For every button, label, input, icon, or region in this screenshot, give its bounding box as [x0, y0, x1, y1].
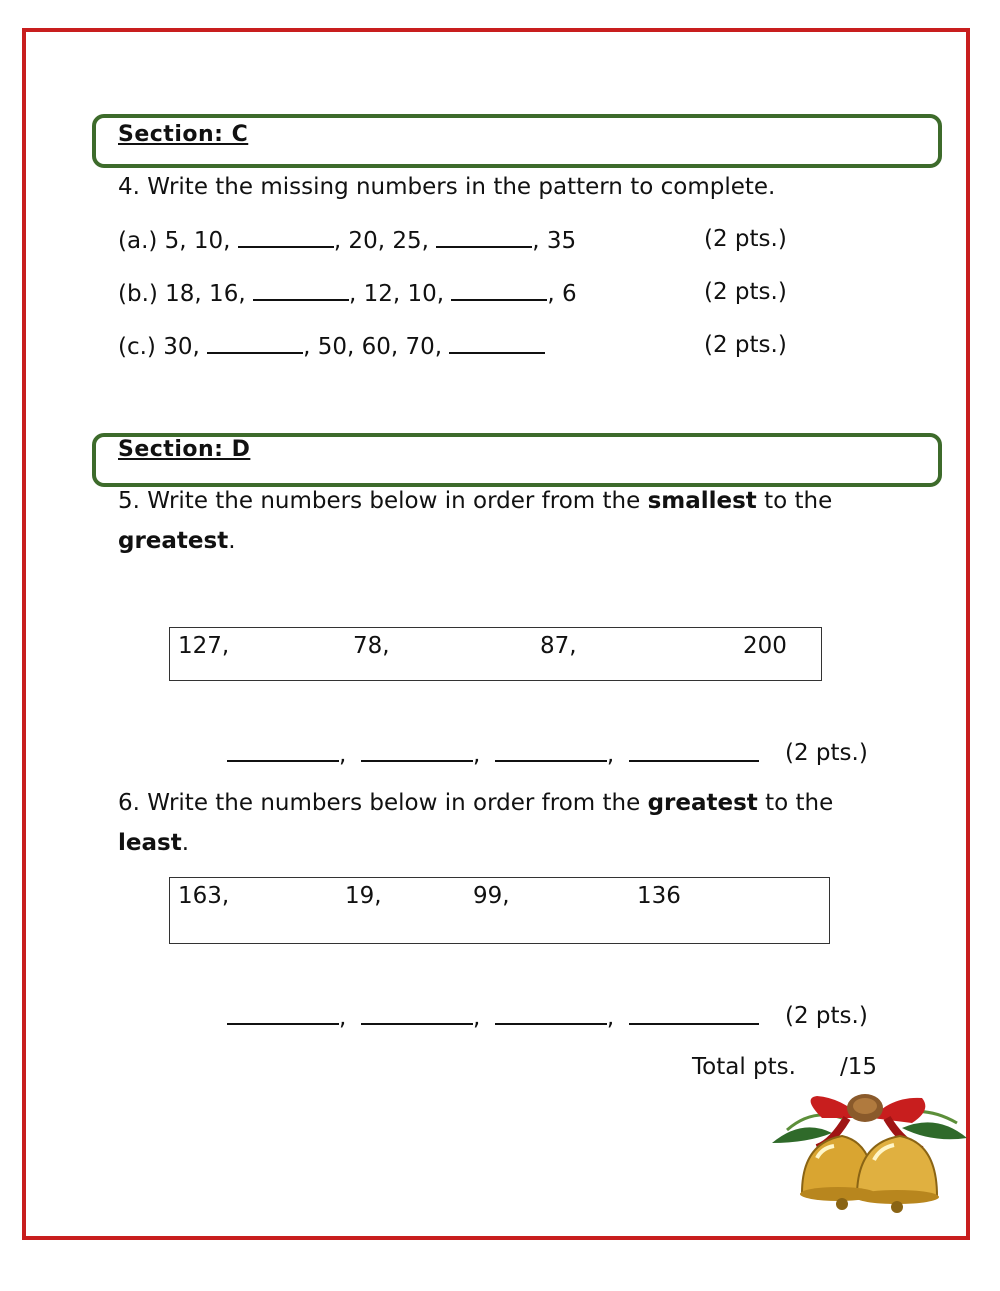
christmas-bells-icon	[762, 1088, 972, 1218]
separator: ,	[472, 1005, 481, 1031]
q6-number: 136	[637, 883, 681, 909]
pattern-c-mid: , 50, 60, 70,	[303, 334, 450, 360]
question-4: 4. Write the missing numbers in the pattern to complete.	[118, 174, 776, 200]
answer-blank[interactable]	[495, 1003, 607, 1025]
q5-period: .	[228, 528, 236, 554]
answer-blank[interactable]	[451, 279, 547, 301]
answer-blank[interactable]	[629, 740, 759, 762]
q6-keyword-greatest: greatest	[647, 790, 758, 816]
q5-text: 5. Write the numbers below in order from the	[118, 488, 648, 514]
q5-text-to: to the	[756, 488, 833, 514]
question-5-line2	[118, 528, 236, 554]
answer-blank[interactable]	[361, 1003, 473, 1025]
pattern-c-start: (c.) 30,	[118, 334, 208, 360]
pattern-b-end: , 6	[547, 281, 577, 307]
q5-number: 87,	[540, 633, 577, 659]
answer-blank[interactable]	[227, 1003, 339, 1025]
section-d-label: Section: D	[118, 437, 251, 462]
q6-period: .	[181, 830, 190, 856]
answer-blank[interactable]	[238, 226, 334, 248]
q6-answer-line	[227, 1003, 759, 1031]
q5-number: 200	[743, 633, 787, 659]
q5-number: 127,	[178, 633, 230, 659]
points-c: (2 pts.)	[704, 332, 787, 358]
pattern-b-start: (b.) 18, 16,	[118, 281, 253, 307]
answer-blank[interactable]	[495, 740, 607, 762]
q6-number: 163,	[178, 883, 230, 909]
question-5-line1	[118, 488, 832, 514]
q6-number: 99,	[473, 883, 510, 909]
answer-blank[interactable]	[629, 1003, 759, 1025]
total-points-value: /15	[840, 1054, 878, 1080]
separator: ,	[339, 1005, 347, 1031]
pattern-item-a	[118, 226, 576, 254]
answer-blank[interactable]	[361, 740, 473, 762]
separator: ,	[606, 1005, 615, 1031]
pattern-a-start: (a.) 5, 10,	[118, 228, 238, 254]
total-points-label: Total pts.	[692, 1054, 796, 1080]
q6-points: (2 pts.)	[785, 1003, 868, 1029]
q5-number: 78,	[353, 633, 390, 659]
q6-number: 19,	[345, 883, 382, 909]
points-b: (2 pts.)	[704, 279, 787, 305]
separator: ,	[339, 742, 347, 768]
q6-text-to: to the	[757, 790, 834, 816]
separator: ,	[472, 742, 481, 768]
pattern-item-b	[118, 279, 577, 307]
q6-keyword-least: least	[118, 830, 182, 856]
answer-blank[interactable]	[449, 332, 545, 354]
pattern-b-mid: , 12, 10,	[348, 281, 452, 307]
question-6-line1	[118, 790, 833, 816]
q5-number-box	[169, 627, 822, 681]
q6-text: 6. Write the numbers below in order from the	[118, 790, 648, 816]
question-6-line2	[118, 830, 189, 856]
q5-answer-line	[227, 740, 759, 768]
pattern-a-mid: , 20, 25,	[333, 228, 437, 254]
q5-points: (2 pts.)	[785, 740, 868, 766]
points-a: (2 pts.)	[704, 226, 787, 252]
answer-blank[interactable]	[436, 226, 532, 248]
answer-blank[interactable]	[227, 740, 339, 762]
section-c-label: Section: C	[118, 122, 249, 147]
separator: ,	[606, 742, 615, 768]
pattern-a-end: , 35	[532, 228, 577, 254]
answer-blank[interactable]	[207, 332, 303, 354]
q5-keyword-greatest: greatest	[118, 528, 229, 554]
q5-keyword-smallest: smallest	[647, 488, 757, 514]
pattern-item-c	[118, 332, 545, 360]
answer-blank[interactable]	[253, 279, 349, 301]
